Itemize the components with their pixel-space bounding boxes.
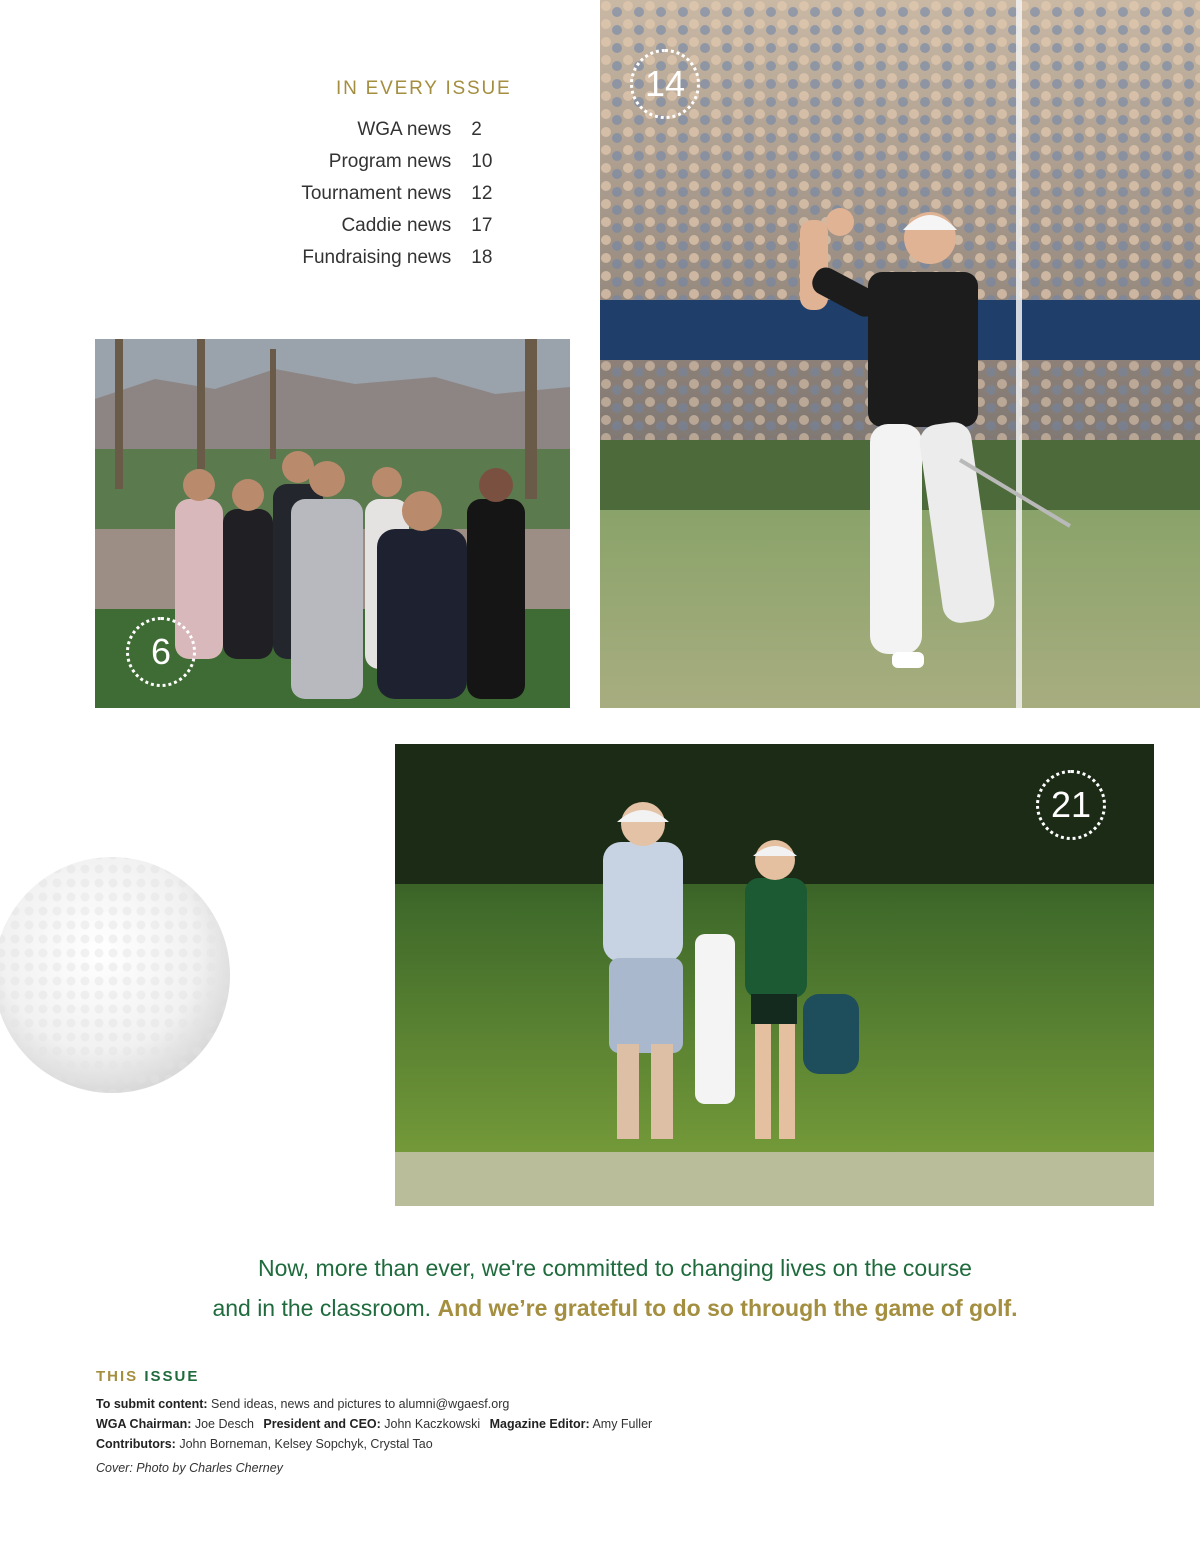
toc-item-page: 17 [471,215,493,236]
toc-item[interactable] [250,146,510,178]
submit-line [96,1394,652,1414]
toc-item-page: 18 [471,247,493,268]
mission-quote [150,1248,1080,1328]
this-issue-word-1: THIS [96,1368,139,1385]
cover-credit: Cover: Photo by Charles Cherney [96,1461,283,1475]
ceo-label: President and CEO: [263,1417,381,1431]
quote-line-2 [150,1288,1080,1328]
toc-item-label: Fundraising news [302,247,452,268]
this-issue-word-2: ISSUE [144,1368,200,1385]
toc-item-page: 12 [471,183,493,204]
contributors-line [96,1434,652,1454]
quote-line-2-bold: And we’re grateful to do so through the game of golf. [437,1295,1018,1321]
quote-line-2-plain: and in the classroom. [212,1295,432,1321]
editor-name: Amy Fuller [592,1417,653,1431]
toc-item-label: WGA news [357,119,452,140]
submit-text[interactable]: Send ideas, news and pictures to alumni@wgaesf.org [211,1397,510,1411]
toc-item-label: Tournament news [301,183,452,204]
page-badge-14[interactable]: 14 [630,49,700,119]
page-badge-6[interactable]: 6 [126,617,196,687]
contributors-names: John Borneman, Kelsey Sopchyk, Crystal Tao [179,1437,433,1451]
page-badge-21[interactable]: 21 [1036,770,1106,840]
credits-block [96,1394,652,1478]
toc-item[interactable] [250,114,510,146]
submit-label: To submit content: [96,1397,208,1411]
table-of-contents [250,114,510,274]
toc-item[interactable] [250,178,510,210]
toc-item-label: Program news [328,151,452,172]
ceo-name: John Kaczkowski [384,1417,481,1431]
toc-item-page: 10 [471,151,493,172]
toc-item-page: 2 [471,119,482,140]
chairman-label: WGA Chairman: [96,1417,192,1431]
contributors-label: Contributors: [96,1437,176,1451]
toc-item-label: Caddie news [341,215,452,236]
quote-line-1: Now, more than ever, we're committed to changing lives on the course [258,1255,972,1281]
toc-heading: IN EVERY ISSUE [336,78,512,99]
this-issue-heading [96,1368,199,1385]
staff-line [96,1414,652,1434]
chairman-name: Joe Desch [194,1417,254,1431]
editor-label: Magazine Editor: [489,1417,590,1431]
toc-item[interactable] [250,242,510,274]
golf-ball-icon [0,848,232,1103]
toc-item[interactable] [250,210,510,242]
